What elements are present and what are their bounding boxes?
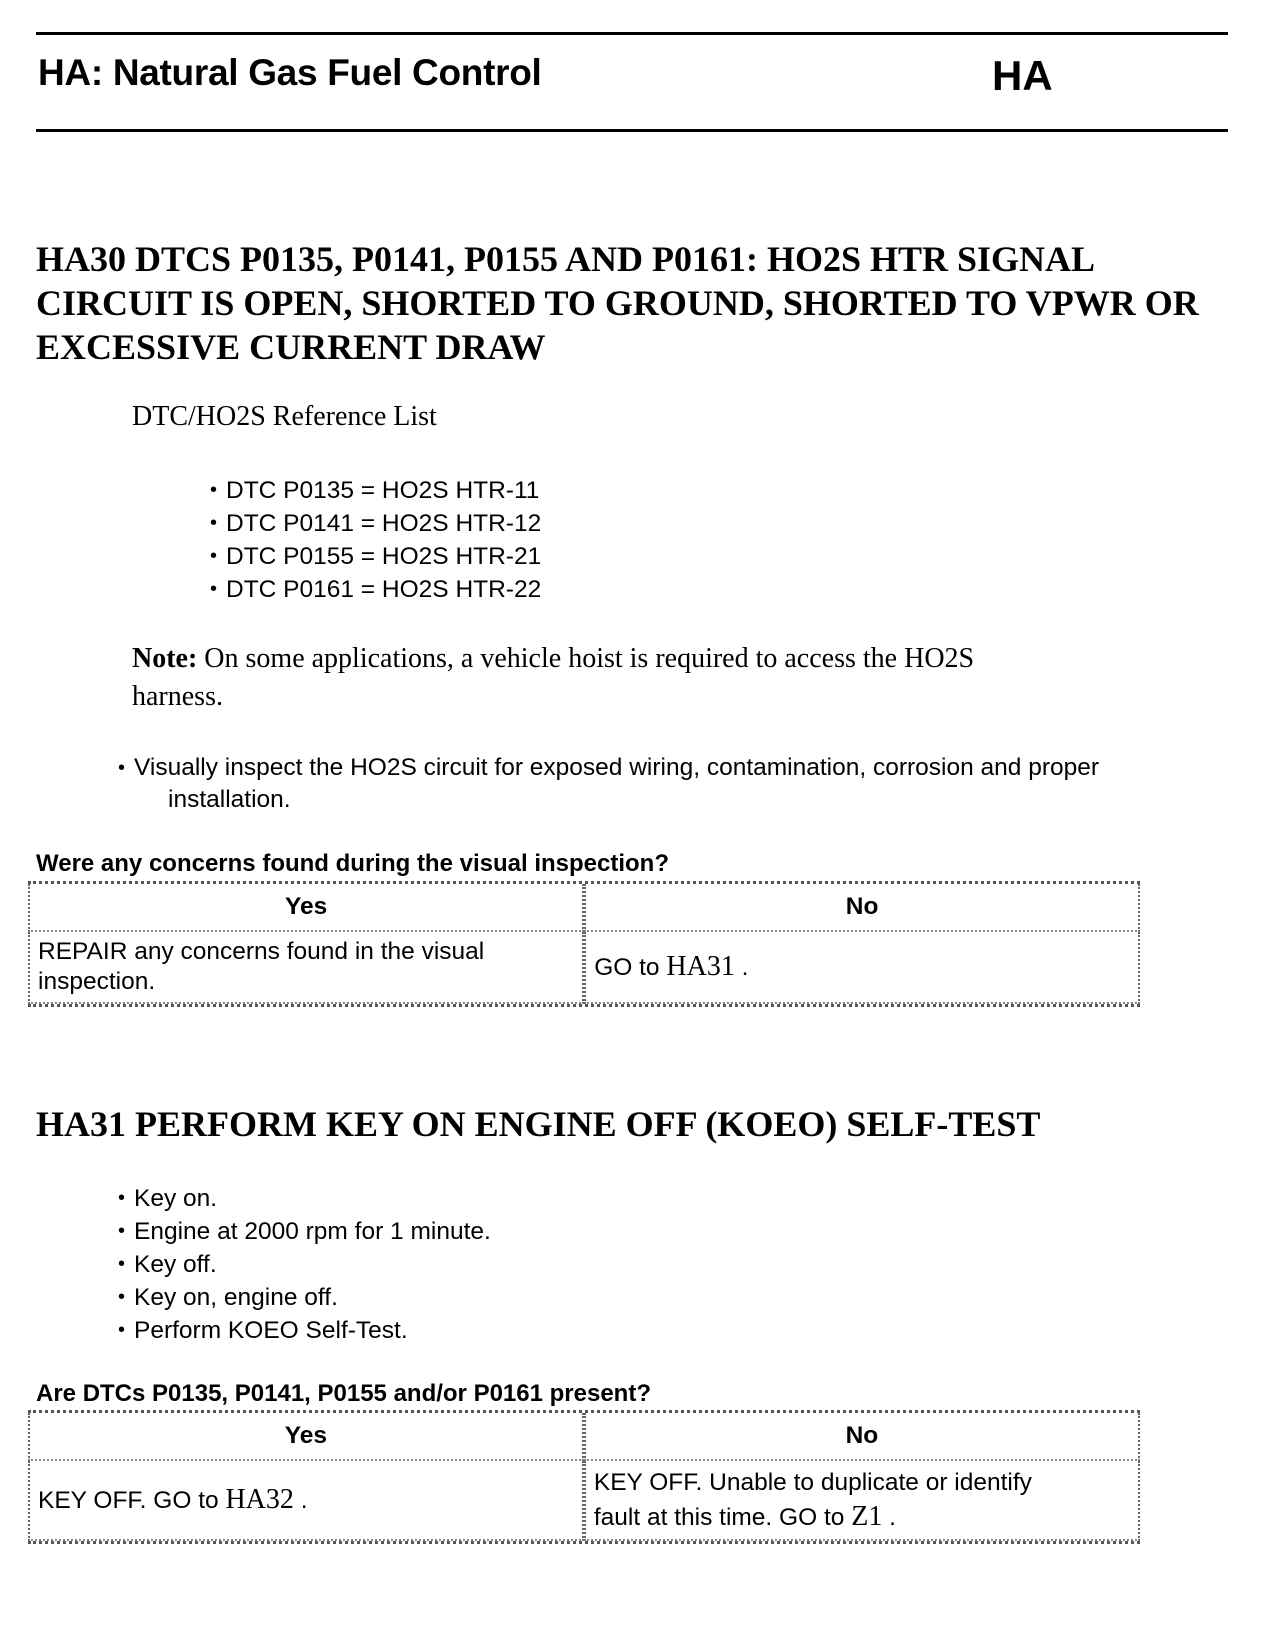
no-action-cell — [584, 932, 1140, 1004]
list-item: • DTC P0161 = HO2S HTR-22 — [210, 573, 541, 606]
list-item: • Engine at 2000 rpm for 1 minute. — [118, 1215, 491, 1248]
header-top-rule — [36, 32, 1228, 35]
question-ha30: Were any concerns found during the visual inspection? — [36, 850, 669, 877]
no-column-header: No — [584, 1413, 1140, 1461]
list-item: • DTC P0155 = HO2S HTR-21 — [210, 540, 541, 573]
list-item: • Key on. — [118, 1182, 491, 1215]
no-action-line-1: KEY OFF. Unable to duplicate or identify — [593, 1468, 1032, 1496]
bullet-icon: • — [118, 757, 126, 779]
inspection-instruction — [118, 752, 1228, 816]
list-item: • DTC P0141 = HO2S HTR-12 — [210, 507, 541, 540]
header-title: HA: Natural Gas Fuel Control — [38, 52, 542, 93]
list-item: • DTC P0135 = HO2S HTR-11 — [210, 474, 541, 507]
reference-list-label: DTC/HO2S Reference List — [132, 401, 437, 432]
header-section-code: HA — [992, 52, 1053, 99]
link-ha31[interactable]: HA31 — [666, 951, 735, 982]
section-title-ha31: HA31 PERFORM KEY ON ENGINE OFF (KOEO) SELF-TEST — [36, 1104, 1041, 1144]
note-label: Note: — [132, 643, 198, 674]
link-ha32[interactable]: HA32 — [225, 1484, 294, 1515]
list-item: • Perform KOEO Self-Test. — [118, 1314, 491, 1347]
yes-action-prefix: KEY OFF. GO to — [38, 1487, 219, 1514]
yes-action-line-1: REPAIR any concerns found in the visual — [38, 938, 485, 965]
no-action-suffix: . — [889, 1503, 896, 1531]
yes-action-line-2: inspection. — [38, 968, 156, 995]
note-line-2: harness. — [132, 681, 223, 712]
note-line-1: On some applications, a vehicle hoist is required to access the HO2S — [204, 643, 975, 674]
link-z1[interactable]: Z1 — [851, 1500, 883, 1532]
header-bottom-rule — [36, 129, 1228, 132]
section-title-ha30: HA30 DTCS P0135, P0141, P0155 AND P0161: HO2S HTR SIGNAL CIRCUIT IS OPEN, SHORTED TO GROUND, SHORTED TO VPWR OR EXCESSIVE CURRENT DRAW — [36, 239, 1199, 367]
yes-action-cell — [28, 932, 584, 1004]
yes-action-suffix: . — [300, 1487, 308, 1514]
no-action-prefix: GO to — [594, 954, 660, 981]
no-column-header: No — [584, 884, 1140, 932]
no-action-suffix: . — [741, 954, 749, 981]
list-item: • Key on, engine off. — [118, 1281, 491, 1314]
question-ha31: Are DTCs P0135, P0141, P0155 and/or P0161 present? — [36, 1380, 651, 1407]
no-action-prefix: fault at this time. GO to — [593, 1503, 845, 1531]
koeo-steps-list — [118, 1182, 491, 1347]
decision-table-ha30 — [28, 881, 1140, 1007]
yes-column-header: Yes — [28, 884, 584, 932]
inspection-line-2: installation. — [168, 786, 291, 813]
yes-action-cell — [28, 1461, 584, 1541]
dtc-reference-list — [210, 474, 541, 606]
list-item: • Key off. — [118, 1248, 491, 1281]
inspection-line-1: Visually inspect the HO2S circuit for exposed wiring, contamination, corrosion and proper — [134, 754, 1100, 781]
yes-column-header: Yes — [28, 1413, 584, 1461]
note-paragraph — [132, 640, 1192, 716]
no-action-cell — [584, 1461, 1140, 1541]
decision-table-ha31 — [28, 1410, 1140, 1544]
